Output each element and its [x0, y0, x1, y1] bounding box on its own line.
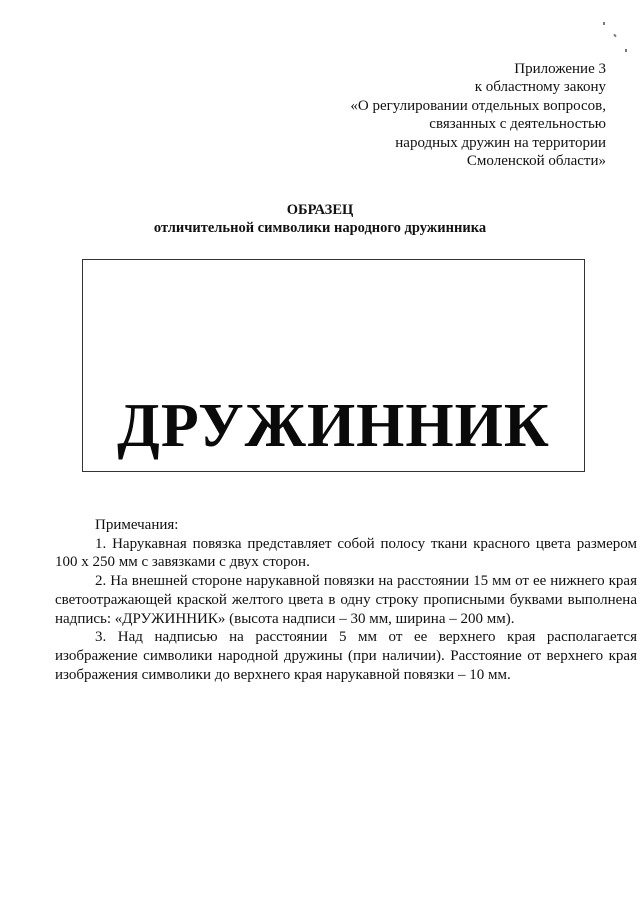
- heading-subtitle: отличительной символики народного дружинника: [153, 220, 487, 236]
- appendix-line: к областному закону: [474, 79, 606, 96]
- note-item: 1. Нарукавная повязка представляет собой полосу ткани красного цвета размером 100 х 250 мм с завязками с двух сторон.: [55, 535, 637, 571]
- armband-inscription: ДРУЖИННИК: [117, 392, 550, 460]
- appendix-line: народных дружин на территории: [395, 134, 606, 151]
- notes-section: [55, 516, 637, 684]
- scan-artifact: [625, 49, 627, 52]
- note-item: 3. Над надписью на расстоянии 5 мм от ее верхнего края располагается изображение символики народной дружины (при наличии). Расстояние от верхнего края изображения символики до верхнего края нарукавной повязки – 10 мм.: [55, 629, 637, 683]
- scan-artifact: [603, 22, 605, 25]
- document-heading: [0, 201, 640, 237]
- appendix-header: [350, 60, 606, 170]
- notes-title: Примечания:: [95, 517, 179, 533]
- appendix-line: Приложение 3: [514, 61, 606, 77]
- appendix-line: связанных с деятельностью: [429, 116, 606, 133]
- scan-artifact: [613, 34, 616, 38]
- appendix-line: «О регулировании отдельных вопросов,: [350, 97, 606, 114]
- appendix-line: Смоленской области»: [466, 153, 606, 170]
- note-item: 2. На внешней стороне нарукавной повязки на расстоянии 15 мм от ее нижнего края светоотражающей краской желтого цвета в одну строку прописными буквами выполнена надпись: «ДРУЖИННИК» (высота надписи – 30 мм, ширина – 200 мм).: [55, 573, 637, 627]
- armband-sample-box: [82, 259, 585, 472]
- heading-title: ОБРАЗЕЦ: [286, 202, 354, 218]
